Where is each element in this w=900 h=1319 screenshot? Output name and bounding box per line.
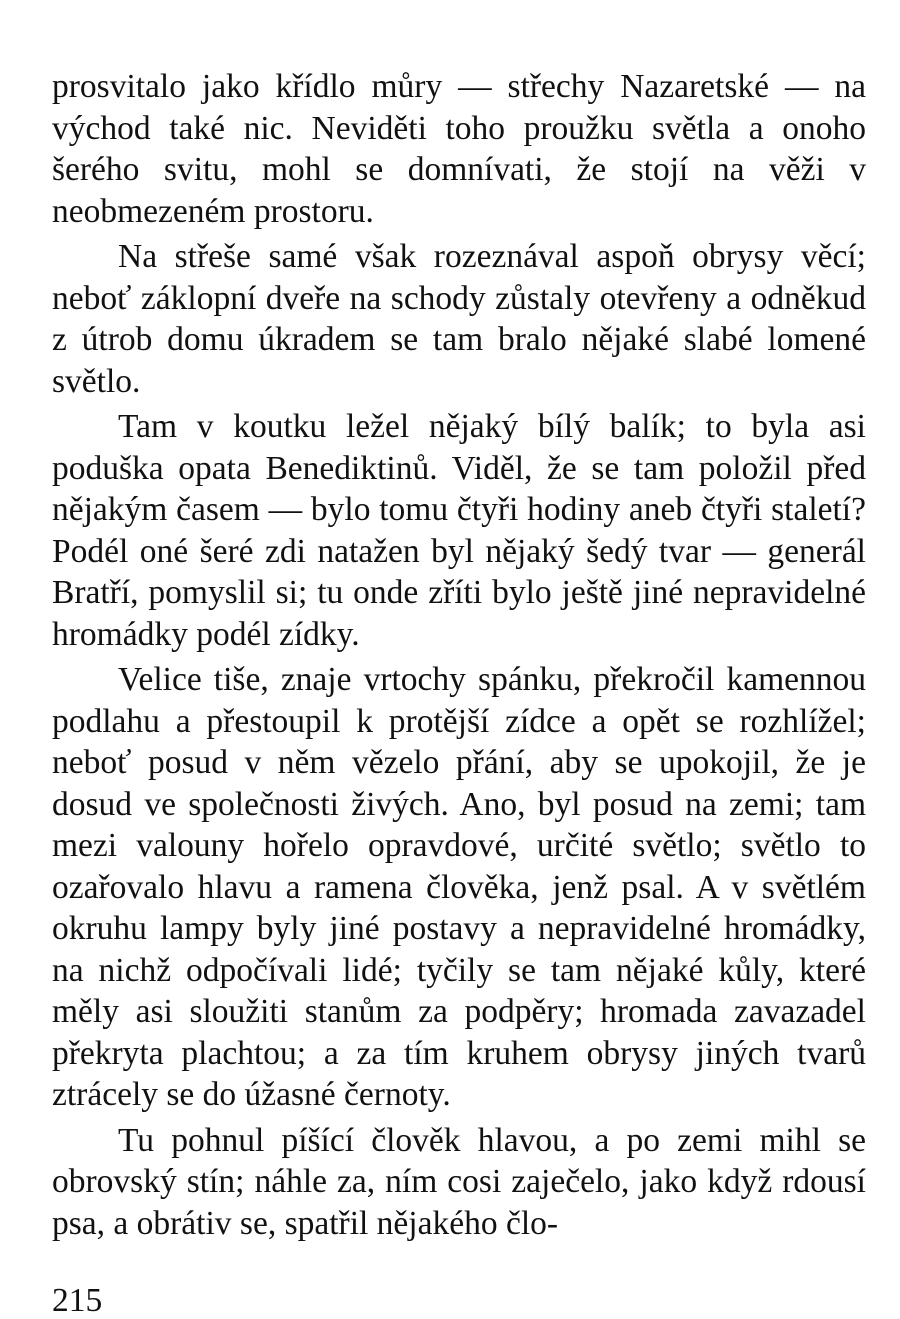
paragraph-1: prosvitalo jako křídlo můry — střechy Nazaretské — na východ také nic. Neviděti toho proužku světla a onoho šerého svitu, mohl se domnívati, že stojí na věži v neobmezeném prostoru. bbox=[52, 68, 866, 230]
paragraph-3: Tam v koutku ležel nějaký bílý balík; to byla asi poduška opata Benediktinů. Viděl, že se tam položil před nějakým časem — bylo tomu čtyři hodiny aneb čtyři staletí? Podél oné šeré zdi natažen byl nějaký šedý tvar — generál Bratří, pomyslil si; tu onde zříti bylo ještě jiné nepravidelné hromádky podél zídky. bbox=[52, 408, 866, 653]
page-number: 215 bbox=[52, 1282, 103, 1319]
paragraph-2: Na střeše samé však rozeznával aspoň obrysy věcí; neboť záklopní dveře na schody zůstaly otevřeny a odněkud z útrob domu úkradem se tam bralo nějaké slabé lomené světlo. bbox=[52, 238, 866, 400]
paragraph-4: Velice tiše, znaje vrtochy spánku, překročil kamennou podlahu a přestoupil k protější zídce a opět se rozhlížel; neboť posud v něm vězelo přání, aby se upokojil, že je dosud ve společnosti živých. Ano, byl posud na zemi; tam mezi valouny hořelo opravdové, určité světlo; světlo to ozařovalo hlavu a ramena člověka, jenž psal. A v světlém okruhu lampy byly jiné postavy a nepravidelné hromádky, na nichž odpočívali lidé; tyčily se tam nějaké kůly, které měly asi sloužiti stanům za podpěry; hromada zavazadel překryta plachtou; a za tím kruhem obrysy jiných tvarů ztrácely se do úžasné černoty. bbox=[52, 661, 866, 1113]
paragraph-5: Tu pohnul píšící člověk hlavou, a po zemi mihl se obrovský stín; náhle za, ním cosi zaječelo, jako když rdousí psa, a obrátiv se, spatřil nějakého člo- bbox=[52, 1121, 866, 1242]
page-text bbox=[52, 66, 866, 1244]
